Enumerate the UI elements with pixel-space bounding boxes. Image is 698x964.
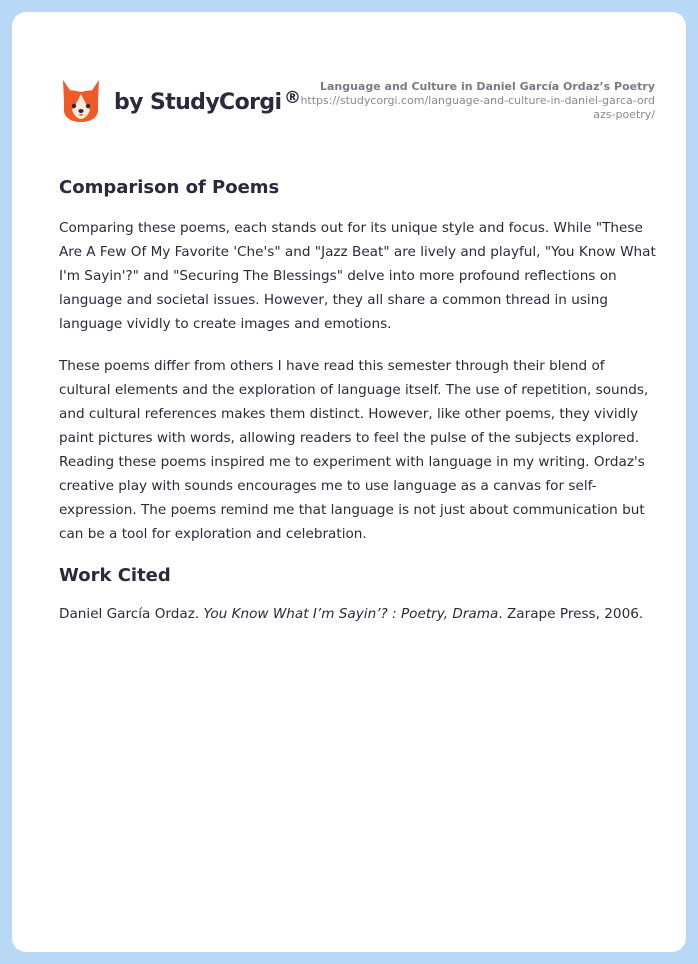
document-content (59, 174, 657, 626)
paragraph: These poems differ from others I have read this semester through their blend of cultural elements and the exploration of language itself. The use of repetition, sounds, and cultural references makes them distinct. However, like other poems, they vividly paint pictures with words, allowing readers to feel the pulse of the subjects explored. Reading these poems inspired me to experiment with language in my writing. Ordaz's creative play with sounds encourages me to use language as a canvas for self-expression. The poems remind me that language is not just about communication but can be a tool for exploration and celebration. (59, 358, 649, 542)
document-page (12, 12, 686, 952)
section-heading-work-cited: Work Cited (59, 565, 171, 586)
document-meta (295, 80, 655, 122)
citation-publisher: . Zarape Press, 2006. (498, 606, 644, 622)
brand-name: by StudyCorgi (114, 89, 282, 115)
section-heading-comparison: Comparison of Poems (59, 177, 280, 198)
document-title: Language and Culture in Daniel García Ordaz’s Poetry (319, 80, 655, 93)
citation (59, 602, 657, 626)
citation-author: Daniel García Ordaz. (59, 606, 200, 622)
paragraph: Comparing these poems, each stands out for its unique style and focus. While "These Are A Few Of My Favorite 'Che's" and "Jazz Beat" are lively and playful, "You Know What I'm Sayin'?" and "Securing The Blessings" delve into more profound reflections on language and societal issues. However, they all share a common thread in using language vividly to create images and emotions. (59, 220, 656, 332)
registered-mark: ® (284, 88, 301, 108)
corgi-logo-icon (60, 76, 102, 124)
citation-title: You Know What I’m Sayin’? : Poetry, Drama (203, 606, 499, 622)
document-url[interactable]: https://studycorgi.com/language-and-culture-in-daniel-garca-ordazs-poetry/ (300, 94, 655, 121)
studycorgi-logo[interactable] (60, 76, 301, 124)
